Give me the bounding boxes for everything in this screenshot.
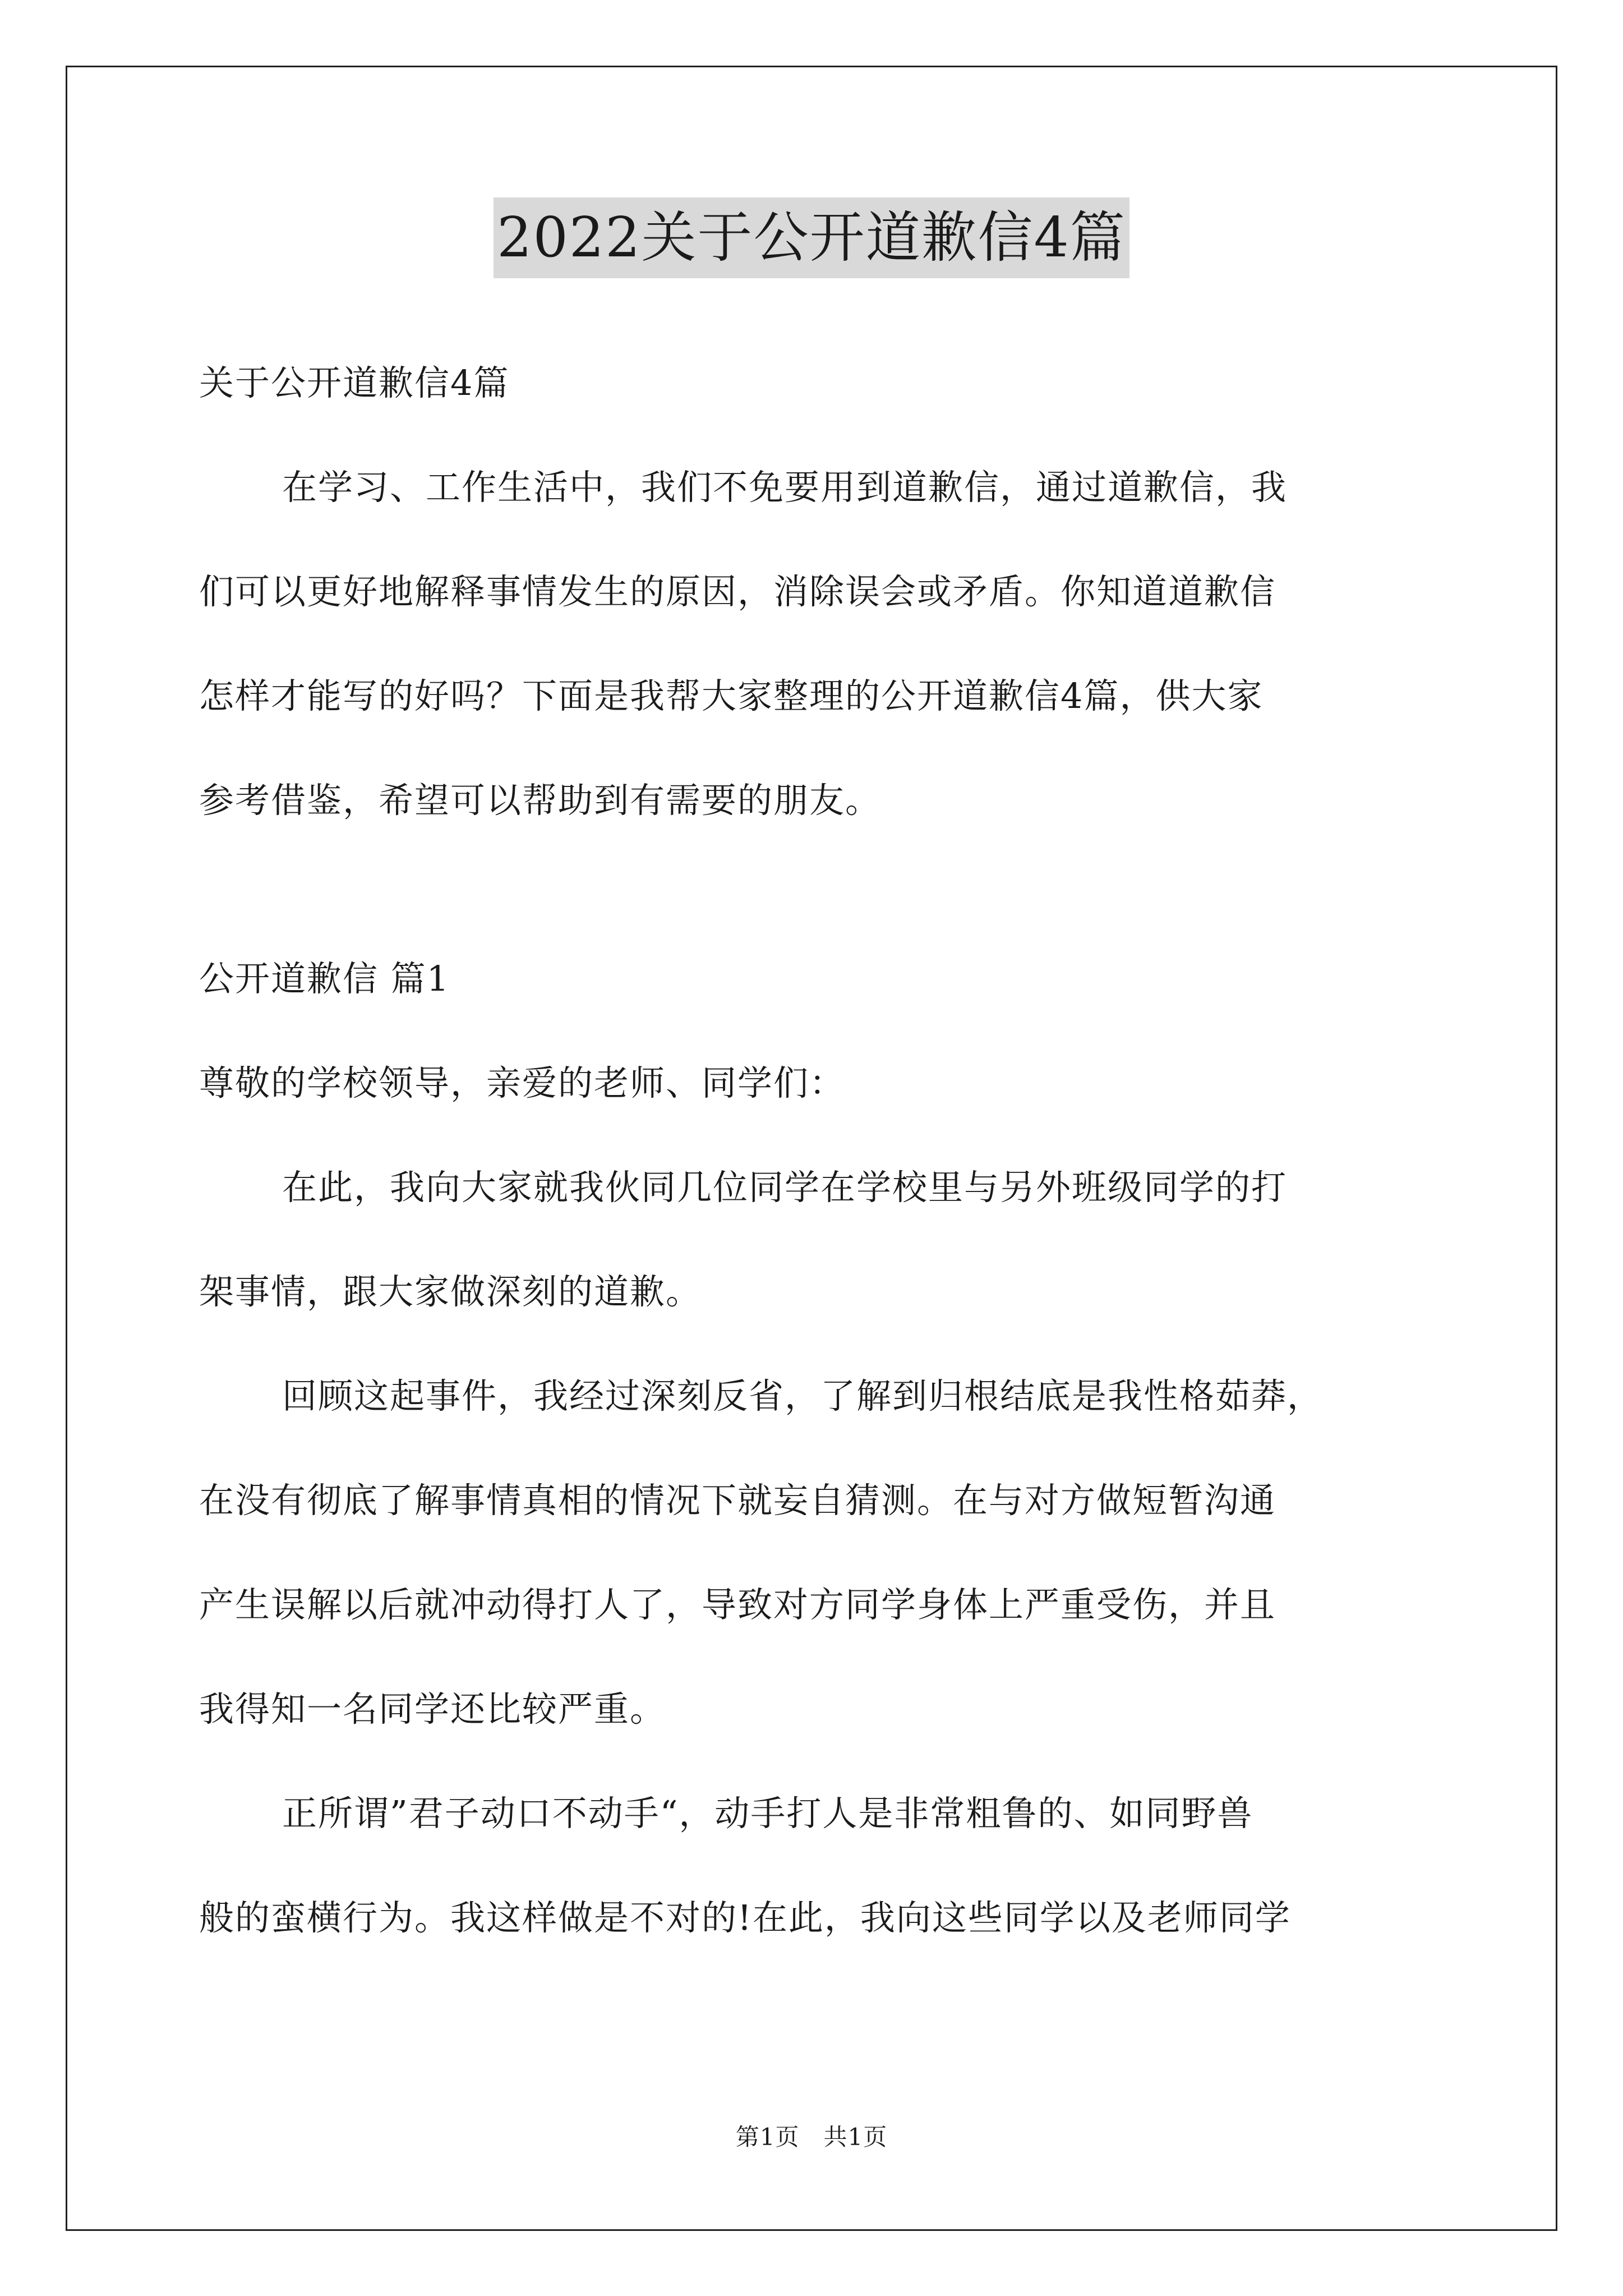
paragraph-line: 在没有彻底了解事情真相的情况下就妄自猜测。在与对方做短暂沟通 [199, 1480, 1276, 1521]
intro-paragraph [199, 435, 1433, 853]
paragraph-line: 正所谓”君子动口不动手“，动手打人是非常粗鲁的、如同野兽 [282, 1793, 1253, 1834]
paragraph-1 [199, 1135, 1433, 1344]
paragraph-3 [199, 1761, 1433, 1970]
paragraph-line: 产生误解以后就冲动得打人了，导致对方同学身体上严重受伤，并且 [199, 1584, 1276, 1625]
intro-line: 们可以更好地解释事情发生的原因，消除误会或矛盾。你知道道歉信 [199, 571, 1276, 612]
intro-line: 在学习、工作生活中，我们不免要用到道歉信，通过道歉信，我 [282, 467, 1288, 508]
paragraph-line: 般的蛮横行为。我这样做是不对的!在此，我向这些同学以及老师同学 [199, 1897, 1291, 1938]
document-subtitle: 关于公开道歉信4篇 [199, 362, 510, 403]
subtitle-block [199, 331, 1433, 435]
section-heading-block [199, 927, 1433, 1031]
intro-line: 参考借鉴，希望可以帮助到有需要的朋友。 [199, 780, 882, 821]
intro-line: 怎样才能写的好吗？下面是我帮大家整理的公开道歉信4篇，供大家 [199, 675, 1264, 716]
paragraph-line: 我得知一名同学还比较严重。 [199, 1688, 666, 1729]
salutation-block [199, 1031, 1433, 1135]
paragraph-line: 架事情，跟大家做深刻的道歉。 [199, 1271, 702, 1312]
section-heading: 公开道歉信 篇1 [199, 958, 450, 999]
paragraph-line: 在此，我向大家就我伙同几位同学在学校里与另外班级同学的打 [282, 1167, 1288, 1208]
document-title [0, 197, 1623, 278]
document-title-text: 2022关于公开道歉信4篇 [494, 197, 1129, 278]
salutation: 尊敬的学校领导，亲爱的老师、同学们： [199, 1062, 846, 1103]
paragraph-line: 回顾这起事件，我经过深刻反省，了解到归根结底是我性格茹莽， [282, 1375, 1324, 1416]
page-number: 第1页 共1页 [735, 2123, 888, 2151]
paragraph-2 [199, 1344, 1433, 1761]
page-footer [0, 2120, 1623, 2154]
